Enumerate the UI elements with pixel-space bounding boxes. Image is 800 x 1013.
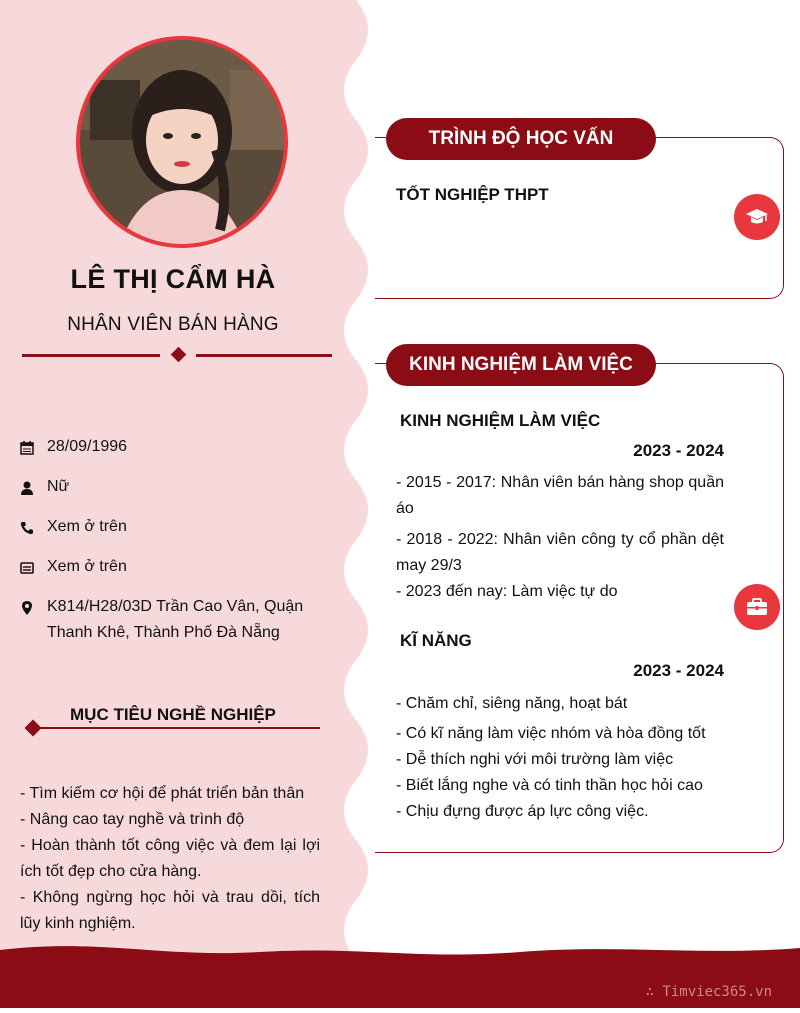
objective-underline [36, 727, 320, 729]
skills-heading: KĨ NĂNG [400, 631, 472, 650]
watermark: ∴ Timviec365.vn [645, 984, 772, 1000]
phone-text: Xem ở trên [47, 518, 127, 535]
birthdate-text: 28/09/1996 [47, 438, 128, 455]
experience-tab: KINH NGHIỆM LÀM VIỆC [386, 344, 656, 386]
objective-item: - Hoàn thành tốt công việc và đem lại lợi ích tốt đẹp cho cửa hàng. [20, 837, 320, 880]
skill-item: - Chịu đựng được áp lực công việc. [396, 803, 649, 820]
avatar-frame [76, 36, 288, 248]
experience-item: - 2018 - 2022: Nhân viên công ty cổ phần dệt may 29/3 [396, 531, 724, 574]
graduation-cap-icon [734, 194, 780, 240]
candidate-name: LÊ THỊ CẨM HÀ [70, 264, 276, 294]
briefcase-icon [734, 584, 780, 630]
skills-list [396, 691, 724, 825]
job-title: NHÂN VIÊN BÁN HÀNG [67, 314, 279, 335]
divider-left [22, 354, 160, 357]
email-text: Xem ở trên [47, 558, 127, 575]
skill-item: - Dễ thích nghi với môi trường làm việc [396, 751, 674, 768]
divider-right [196, 354, 332, 357]
skill-item: - Có kĩ năng làm việc nhóm và hòa đồng tốt [396, 725, 706, 742]
objective-item: - Nâng cao tay nghề và trình độ [20, 811, 245, 828]
objective-item: - Không ngừng học hỏi và trau dồi, tích lũy kinh nghiệm. [20, 889, 320, 932]
phone-icon [20, 518, 36, 534]
person-icon [20, 478, 36, 494]
objective-list [20, 781, 320, 937]
calendar-icon [20, 438, 36, 454]
address-text: K814/H28/03D Trần Cao Vân, Quận Thanh Khê, Thành Phố Đà Nẵng [47, 598, 304, 641]
experience-item: - 2015 - 2017: Nhân viên bán hàng shop quần áo [396, 474, 724, 517]
experience-item: - 2023 đến nay: Làm việc tự do [396, 583, 618, 600]
experience-years: 2023 - 2024 [633, 441, 724, 460]
skill-item: - Biết lắng nghe và có tinh thần học hỏi cao [396, 777, 703, 794]
skill-item: - Chăm chỉ, siêng năng, hoạt bát [396, 695, 628, 712]
experience-list [396, 470, 724, 605]
objective-item: - Tìm kiếm cơ hội để phát triển bản thân [20, 785, 305, 802]
objective-title: MỤC TIÊU NGHỀ NGHIỆP [70, 705, 276, 724]
experience-heading: KINH NGHIỆM LÀM VIỆC [400, 411, 601, 430]
education-card [375, 137, 784, 299]
avatar [80, 40, 284, 244]
email-icon [20, 558, 36, 574]
education-tab: TRÌNH ĐỘ HỌC VẤN [386, 118, 656, 160]
location-pin-icon [20, 598, 36, 614]
skills-years: 2023 - 2024 [633, 661, 724, 680]
gender-text: Nữ [47, 478, 70, 495]
education-item: TỐT NGHIỆP THPT [396, 185, 549, 204]
